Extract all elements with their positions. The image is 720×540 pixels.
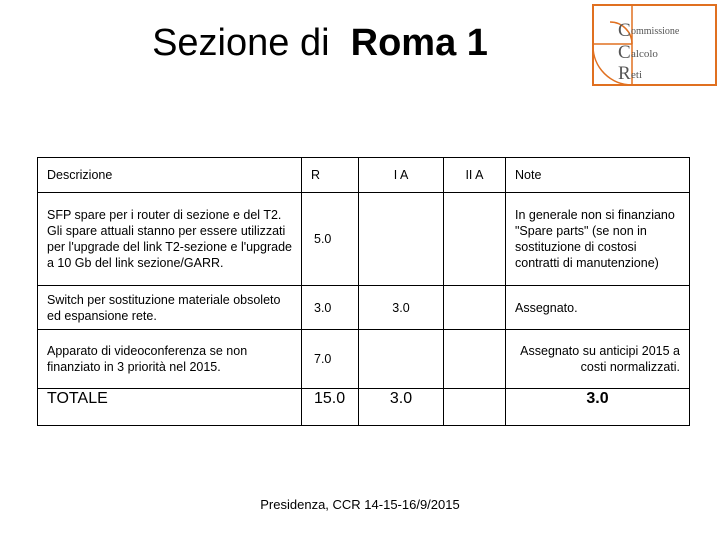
row-note: Assegnato. <box>506 286 690 330</box>
header-note: Note <box>506 158 690 193</box>
logo-word-alcolo: alcolo <box>631 48 658 60</box>
logo-letter-c1: C <box>618 20 631 41</box>
header-iia: II A <box>444 158 506 193</box>
row-descrizione: Apparato di videoconferenza se non finanziato in 3 priorità nel 2015. <box>38 330 302 389</box>
total-ia: 3.0 <box>359 389 444 426</box>
table-row <box>38 330 690 389</box>
title-emphasis: Roma 1 <box>350 22 488 64</box>
logo-word-eti: eti <box>631 69 642 81</box>
table-row <box>38 286 690 330</box>
slide-footer: Presidenza, CCR 14-15-16/9/2015 <box>260 497 460 512</box>
row-note: Assegnato su anticipi 2015 a costi normalizzati. <box>506 330 690 389</box>
slide-title <box>0 20 640 66</box>
total-iia <box>444 389 506 426</box>
row-ia <box>359 193 444 286</box>
row-iia <box>444 286 506 330</box>
total-r: 15.0 <box>302 389 359 426</box>
total-label: TOTALE <box>38 389 302 426</box>
row-descrizione: SFP spare per i router di sezione e del T2. Gli spare attuali stanno per essere utilizzati per l'upgrade del link T2-sezione e l'upgrade a 10 Gb del link sezione/GARR. <box>38 193 302 286</box>
row-note: In generale non si finanziano "Spare parts" (se non in sostituzione di costosi contratti di manutenzione) <box>506 193 690 286</box>
logo-word-ommissione: ommissione <box>631 26 680 37</box>
row-iia <box>444 330 506 389</box>
row-ia: 3.0 <box>359 286 444 330</box>
table-row <box>38 193 690 286</box>
logo-letter-c2: C <box>618 42 631 63</box>
row-r: 5.0 <box>302 193 359 286</box>
logo-letter-r: R <box>618 63 631 84</box>
row-r: 3.0 <box>302 286 359 330</box>
row-ia <box>359 330 444 389</box>
funding-table <box>37 157 690 426</box>
header-row <box>38 158 690 193</box>
row-r: 7.0 <box>302 330 359 389</box>
row-descrizione: Switch per sostituzione materiale obsoleto ed espansione rete. <box>38 286 302 330</box>
header-ia: I A <box>359 158 444 193</box>
header-r: R <box>302 158 359 193</box>
ccr-logo <box>592 4 717 86</box>
total-note: 3.0 <box>506 389 690 426</box>
title-prefix: Sezione di <box>152 22 330 64</box>
header-descrizione: Descrizione <box>38 158 302 193</box>
total-row <box>38 389 690 426</box>
row-iia <box>444 193 506 286</box>
